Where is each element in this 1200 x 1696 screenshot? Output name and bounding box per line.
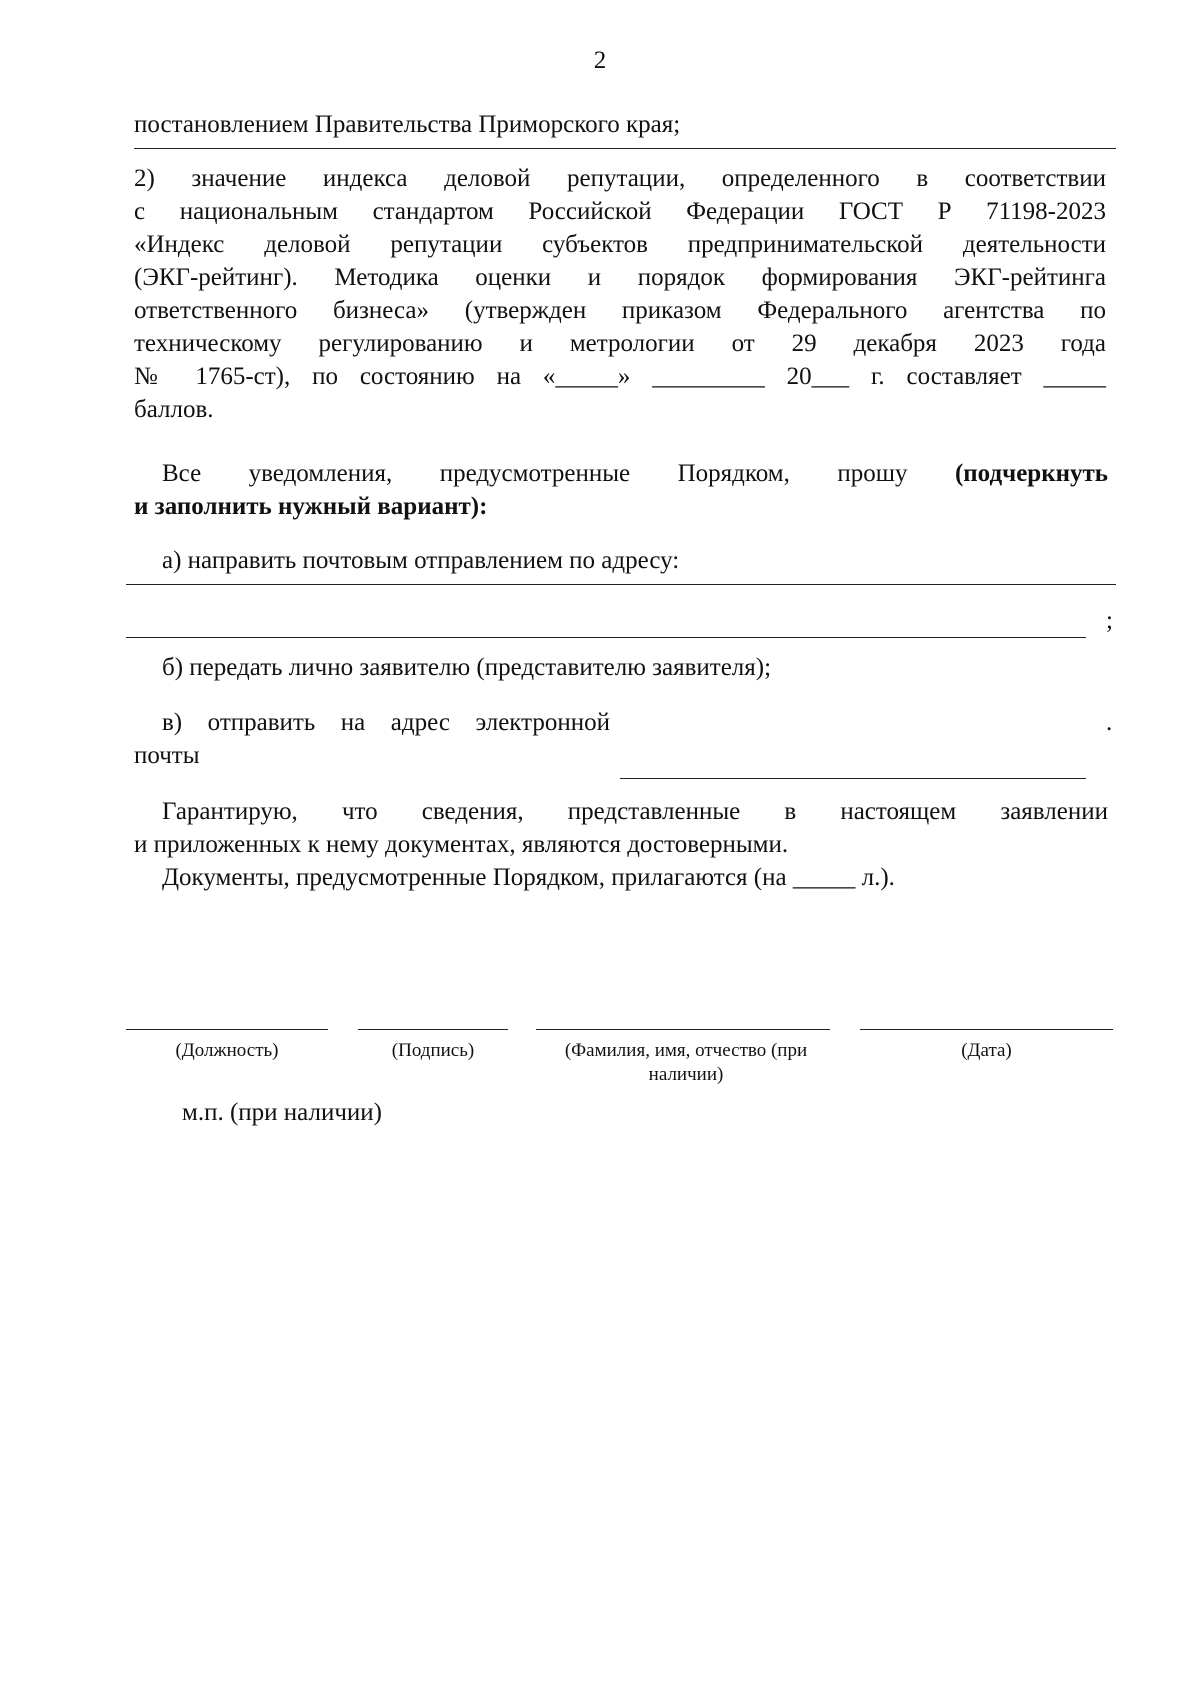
option-v-label-cont: почты — [134, 742, 200, 769]
item-2-line: техническому регулированию и метрологии от 29 декабря 2023 года — [134, 330, 1106, 357]
option-a-semicolon: ; — [1106, 607, 1113, 634]
signature-sign-line[interactable] — [358, 1029, 508, 1030]
option-b-label: б) передать лично заявителю (представителю заявителя); — [162, 654, 772, 681]
address-line-1[interactable] — [126, 584, 1116, 585]
notifications-instruction-cont: и заполнить нужный вариант): — [134, 493, 488, 520]
option-v-period: . — [1106, 709, 1113, 736]
signature-date-line[interactable] — [860, 1029, 1113, 1030]
signature-position-line[interactable] — [126, 1029, 328, 1030]
email-line[interactable] — [620, 778, 1086, 779]
notifications-line-1 — [162, 457, 1108, 490]
item-2-line: 2) значение индекса деловой репутации, определенного в соответствии — [134, 165, 1106, 192]
caption-position: (Должность) — [175, 1040, 279, 1061]
item-2-last-line: баллов. — [134, 396, 214, 423]
address-line-2[interactable] — [126, 637, 1086, 638]
signature-name-line[interactable] — [536, 1029, 830, 1030]
stamp-note: м.п. (при наличии) — [182, 1099, 382, 1126]
option-a-label: а) направить почтовым отправлением по адресу: — [162, 547, 680, 574]
guarantee-line-1: Гарантирую, что сведения, представленные в настоящем заявлении — [162, 798, 1108, 825]
item-2-line: с национальным стандартом Российской Федерации ГОСТ Р 71198-2023 — [134, 198, 1106, 225]
notifications-instruction: (подчеркнуть — [954, 460, 1109, 487]
header-divider — [134, 148, 1116, 149]
item-2-date-line: № 1765-ст), по состоянию на «_____» _________ 20___ г. составляет _____ — [134, 363, 1106, 390]
notifications-line-2 — [134, 490, 487, 523]
documents-line: Документы, предусмотренные Порядком, прилагаются (на _____ л.). — [162, 864, 895, 891]
item-2-line: «Индекс деловой репутации субъектов предпринимательской деятельности — [134, 231, 1106, 258]
item-2-line: (ЭКГ-рейтинг). Методика оценки и порядок формирования ЭКГ-рейтинга — [134, 264, 1106, 291]
intro-line: постановлением Правительства Приморского края; — [134, 111, 681, 138]
notifications-text: Все уведомления, предусмотренные Порядком, прошу — [162, 460, 908, 487]
guarantee-line-2: и приложенных к нему документах, являются достоверными. — [134, 831, 789, 858]
caption-name: (Фамилия, имя, отчество (при наличии) — [564, 1040, 808, 1085]
item-2-line: ответственного бизнеса» (утвержден приказом Федерального агентства по — [134, 297, 1106, 324]
caption-date: (Дата) — [961, 1040, 1012, 1061]
page-number: 2 — [593, 47, 607, 74]
option-v-label: в) отправить на адрес электронной — [162, 709, 610, 736]
caption-sign: (Подпись) — [391, 1040, 475, 1061]
